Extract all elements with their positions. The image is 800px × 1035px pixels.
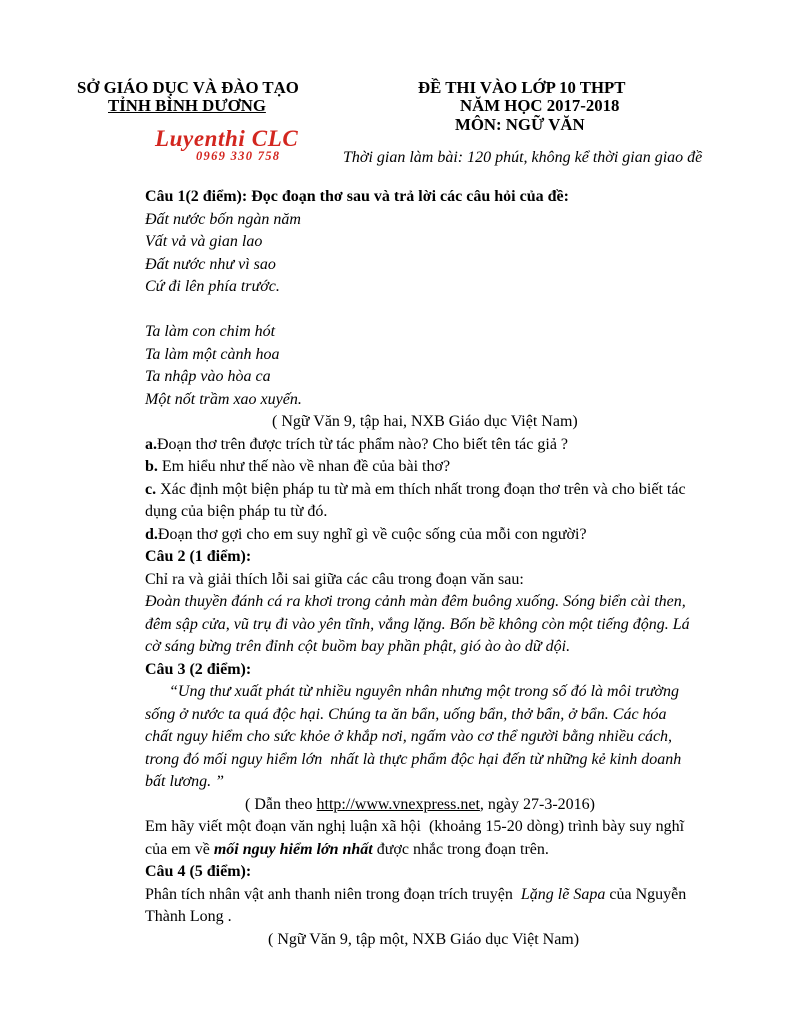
question-4-source: ( Ngữ Văn 9, tập một, NXB Giáo dục Việt Nam) xyxy=(268,930,580,948)
question-1-part-c xyxy=(145,479,765,502)
poem-line: Đất nước bốn ngàn năm xyxy=(145,210,301,228)
poem-line: Ta làm con chim hót xyxy=(145,323,276,340)
part-label: a. xyxy=(145,435,157,453)
question-1-part-d xyxy=(145,524,765,547)
poem-line: Đất nước như vì sao xyxy=(145,255,276,273)
source-prefix: ( Dẫn theo xyxy=(245,795,317,813)
question-1-source: ( Ngữ Văn 9, tập hai, NXB Giáo dục Việt Nam) xyxy=(272,413,578,430)
part-text: Em hiểu như thế nào về nhan đề của bài thơ? xyxy=(157,458,451,475)
question-1-part-c-continued: dụng của biện pháp tu từ đó. xyxy=(145,503,328,520)
prompt-text: được nhắc trong đoạn trên. xyxy=(372,840,549,858)
question-1-part-b xyxy=(145,456,765,479)
passage-line: cờ sáng bừng trên đỉnh cột buồm bay phần phật, gió ào ào dữ dội. xyxy=(145,638,571,655)
question-1-heading: Câu 1(2 điểm): Đọc đoạn thơ sau và trả lời các câu hỏi của đề: xyxy=(145,188,569,205)
passage-line: Đoàn thuyền đánh cá ra khơi trong cảnh màn đêm buông xuống. Sóng biển cài then, xyxy=(145,593,686,610)
quote-line: “Ung thư xuất phát từ nhiều nguyên nhân nhưng một trong số đó là môi trường xyxy=(169,683,679,700)
prompt-text: Phân tích nhân vật anh thanh niên trong đoạn trích truyện xyxy=(145,885,521,903)
part-text: Xác định một biện pháp tu từ mà em thích nhất trong đoạn thơ trên và cho biết tác xyxy=(156,480,686,498)
exam-questions xyxy=(145,186,765,951)
poem-line: Một nốt trầm xao xuyến. xyxy=(145,390,302,408)
question-3-prompt-continued xyxy=(145,839,765,862)
question-4-prompt-continued: Thành Long . xyxy=(145,908,232,925)
part-label: d. xyxy=(145,525,158,543)
stanza-break xyxy=(145,299,765,322)
prompt-text: của em về xyxy=(145,840,214,858)
question-1-part-a xyxy=(145,434,765,457)
work-title: Lặng lẽ Sapa xyxy=(520,885,606,903)
quote-line: chất nguy hiểm cho sức khỏe ở khắp nơi, ngấm vào cơ thể người bằng nhiều cách, xyxy=(145,728,673,745)
poem-line: Ta nhập vào hòa ca xyxy=(145,368,271,385)
question-3-source xyxy=(145,794,765,817)
question-4-heading: Câu 4 (5 điểm): xyxy=(145,863,252,880)
school-year: NĂM HỌC 2017-2018 xyxy=(460,96,620,115)
quote-line: sống ở nước ta quá độc hại. Chúng ta ăn bẩn, uống bẩn, thở bẩn, ở bẩn. Các hóa xyxy=(145,705,667,723)
quote-line: bất lương. ” xyxy=(145,773,225,790)
question-3-prompt: Em hãy viết một đoạn văn nghị luận xã hội (khoảng 15-20 dòng) trình bày suy nghĩ xyxy=(145,818,685,835)
question-4-prompt xyxy=(145,884,765,907)
source-link[interactable]: http://www.vnexpress.net xyxy=(316,795,480,813)
province-name: TỈNH BÌNH DƯƠNG xyxy=(108,96,266,115)
part-text: Đoạn thơ gợi cho em suy nghĩ gì về cuộc sống của mỗi con người? xyxy=(157,525,587,543)
question-2-heading: Câu 2 (1 điểm): xyxy=(145,548,252,565)
quote-line: trong đó mối nguy hiểm lớn nhất là thực phẩm độc hại đến từ những kẻ kinh doanh xyxy=(145,750,682,768)
prompt-text: của Nguyễn xyxy=(605,885,687,903)
poem-line: Vất vả và gian lao xyxy=(145,233,263,250)
part-text: Đoạn thơ trên được trích từ tác phẩm nào? Cho biết tên tác giả ? xyxy=(157,435,569,453)
passage-line: đêm sập cửa, vũ trụ đi vào yên tĩnh, vắng lặng. Bốn bề không còn một tiếng động. Lá xyxy=(145,615,690,633)
subject-label: MÔN: NGỮ VĂN xyxy=(455,115,585,134)
part-label: b. xyxy=(145,458,158,475)
logo-brand-text: Luyenthi CLC xyxy=(155,126,299,151)
time-note: Thời gian làm bài: 120 phút, không kể thời gian giao đề xyxy=(343,149,703,166)
exam-title: ĐỀ THI VÀO LỚP 10 THPT xyxy=(418,78,626,97)
poem-line: Ta làm một cành hoa xyxy=(145,345,280,363)
department-name: SỞ GIÁO DỤC VÀ ĐÀO TẠO xyxy=(77,78,299,97)
question-3-heading: Câu 3 (2 điểm): xyxy=(145,660,252,678)
part-label: c. xyxy=(145,480,157,498)
poem-line: Cứ đi lên phía trước. xyxy=(145,278,280,295)
prompt-emphasis: mối nguy hiểm lớn nhất xyxy=(213,840,373,858)
source-suffix: , ngày 27-3-2016) xyxy=(479,795,596,813)
logo-phone-number: 0969 330 758 xyxy=(196,149,281,163)
question-2-instruction: Chỉ ra và giải thích lỗi sai giữa các câu trong đoạn văn sau: xyxy=(145,570,524,588)
